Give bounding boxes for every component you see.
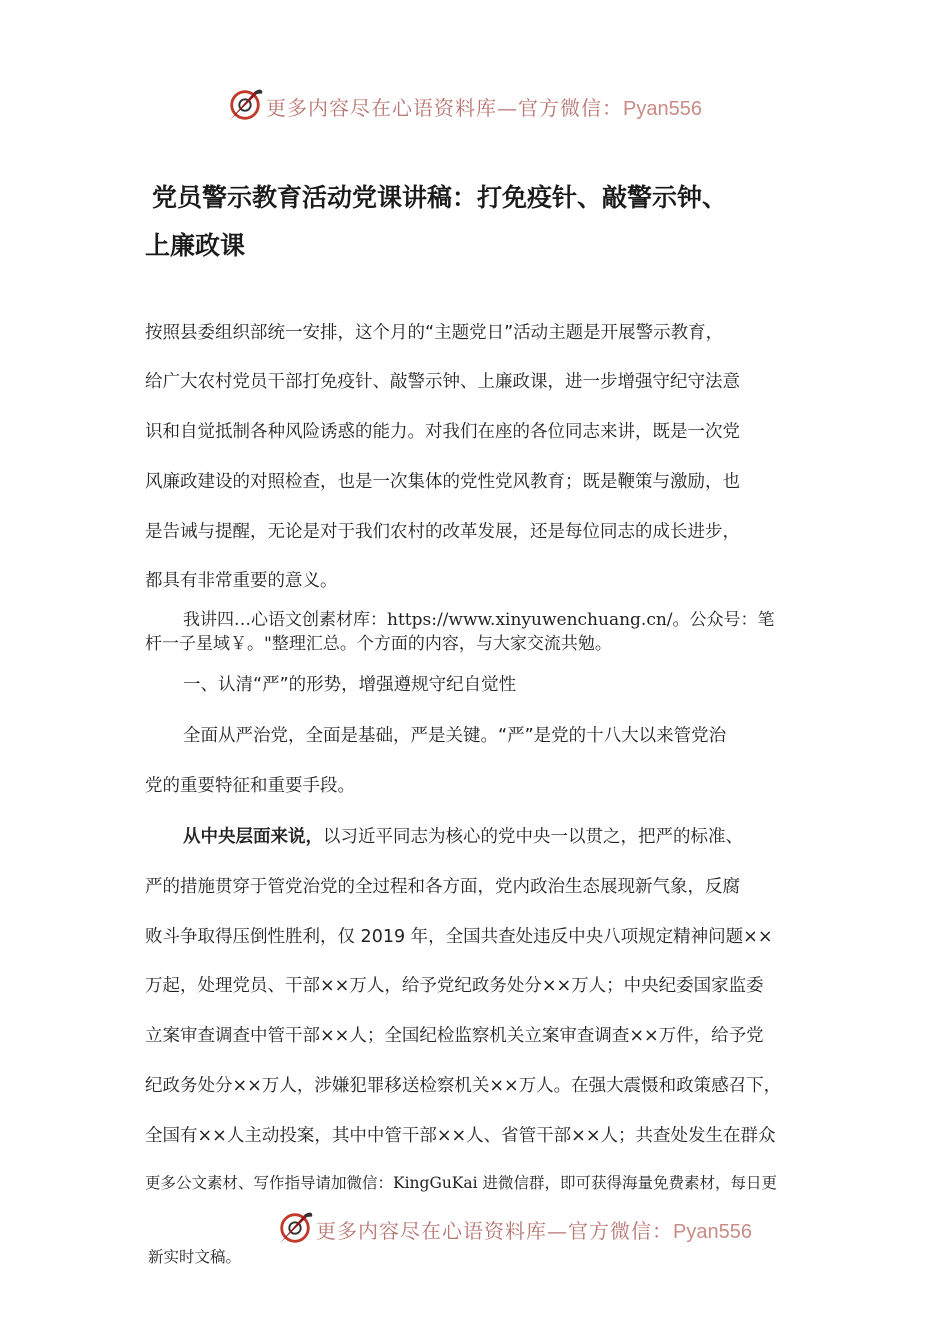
paragraph-line: 给广大农村党员干部打免疫针、敲警示钟、上廉政课，进一步增强守纪守法意: [145, 372, 740, 392]
banner-text: 更多内容尽在心语资料库—官方微信：Pyan556: [316, 1219, 752, 1243]
footer-banner: [0, 1203, 950, 1253]
paragraph-line: 纪政务处分××万人，涉嫌犯罪移送检察机关××万人。在强大震慑和政策感召下，: [145, 1076, 782, 1096]
paragraph-line: 按照县委组织部统一安排，这个月的“主题党日”活动主题是开展警示教育，: [145, 323, 724, 343]
banner-text: 更多内容尽在心语资料库—官方微信：Pyan556: [266, 96, 702, 120]
paragraph-line: 万起，处理党员、干部××万人，给予党纪政务处分××万人；中央纪委国家监委: [145, 976, 764, 996]
quill-logo-icon: [276, 1209, 314, 1247]
paragraph-line: 风廉政建设的对照检查，也是一次集体的党性党风教育；既是鞭策与激励，也: [145, 472, 740, 492]
header-banner: [0, 80, 950, 130]
paragraph-line: 败斗争取得压倒性胜利，仅 2019 年，全国共查处违反中央八项规定精神问题××: [145, 927, 773, 947]
paragraph-line: 党的重要特征和重要手段。: [145, 776, 355, 796]
footer-note-line: 新实时文稿。: [148, 1248, 242, 1266]
paragraph-line: 全面从严治党，全面是基础，严是关键。“严”是党的十八大以来管党治: [183, 726, 727, 746]
inserted-note-line: 杆一子星域￥。"整理汇总。个方面的内容，与大家交流共勉。: [145, 634, 612, 654]
bold-lead: 从中央层面来说，: [183, 827, 323, 847]
paragraph-line: 都具有非常重要的意义。: [145, 571, 338, 591]
quill-logo-icon: [226, 86, 264, 124]
paragraph-line: 全国有××人主动投案，其中中管干部××人、省管干部××人；共查处发生在群众: [145, 1126, 776, 1146]
paragraph-line: 识和自觉抵制各种风险诱惑的能力。对我们在座的各位同志来讲，既是一次党: [145, 422, 740, 442]
document-title-line-1: 党员警示教育活动党课讲稿：打免疫针、敲警示钟、: [152, 183, 728, 212]
paragraph-line: 是告诫与提醒，无论是对于我们农村的改革发展，还是每位同志的成长进步，: [145, 522, 740, 542]
footer-note-line: 更多公文素材、写作指导请加微信：KingGuKai 进微信群，即可获得海量免费素材，每日更: [145, 1174, 778, 1192]
document-title-line-2: 上廉政课: [145, 231, 246, 260]
section-heading: 一、认清“严”的形势，增强遵规守纪自觉性: [183, 675, 517, 695]
inserted-note-line: 我讲四…心语文创素材库：https://www.xinyuwenchuang.cn/。公众号：笔: [183, 610, 775, 630]
paragraph-line: 严的措施贯穿于管党治党的全过程和各方面，党内政治生态展现新气象，反腐: [145, 877, 740, 897]
paragraph-line: 立案审查调查中管干部××人；全国纪检监察机关立案审查调查××万件，给予党: [145, 1026, 764, 1046]
paragraph-line: 从中央层面来说，以习近平同志为核心的党中央一以贯之，把严的标准、: [183, 827, 743, 847]
